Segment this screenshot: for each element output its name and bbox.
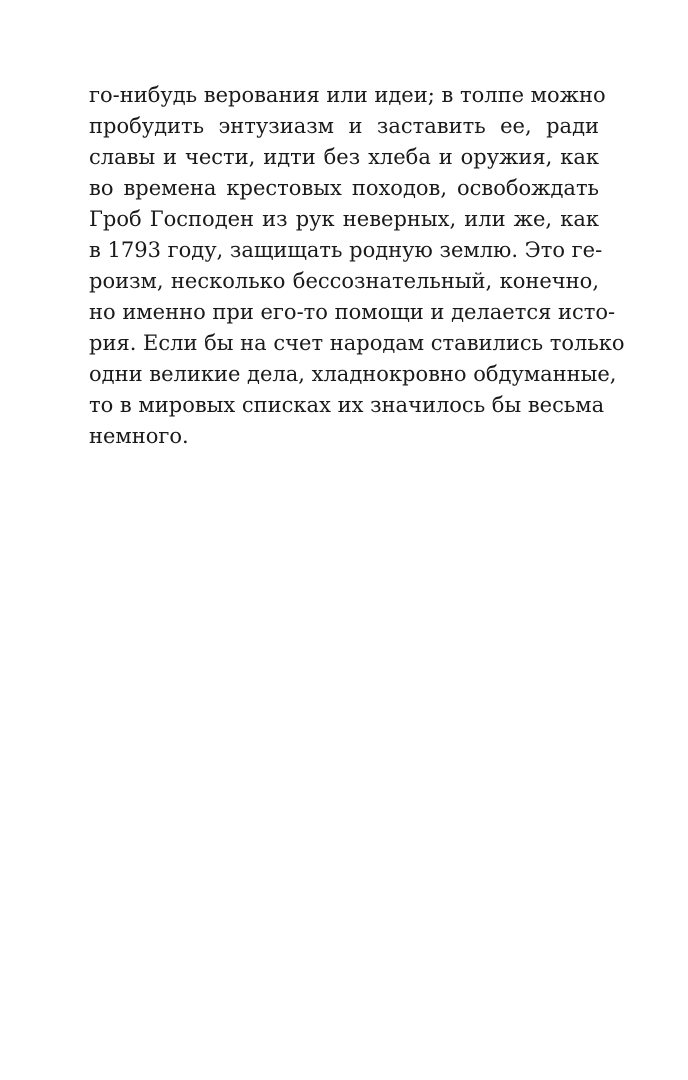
- text-line-12: немного.: [89, 424, 189, 448]
- text-line-2: пробудить энтузиазм и заставить ее, ради: [89, 114, 599, 138]
- text-line-6: в 1793 году, защищать родную землю. Это ге-: [89, 238, 603, 262]
- text-line-8: но именно при его-то помощи и делается исто-: [89, 300, 616, 324]
- text-line-4: во времена крестовых походов, освобождать: [89, 176, 599, 200]
- text-line-10: одни великие дела, хладнокровно обдуманные,: [89, 362, 617, 386]
- text-line-5: Гроб Господен из рук неверных, или же, как: [89, 207, 599, 231]
- text-line-9: рия. Если бы на счет народам ставились только: [89, 331, 625, 355]
- text-line-1: го-нибудь верования или идеи; в толпе можно: [89, 83, 606, 107]
- text-line-11: то в мировых списках их значилось бы весьма: [89, 393, 605, 417]
- text-line-7: роизм, несколько бессознательный, конечно,: [89, 269, 599, 293]
- text-line-3: славы и чести, идти без хлеба и оружия, как: [89, 145, 599, 169]
